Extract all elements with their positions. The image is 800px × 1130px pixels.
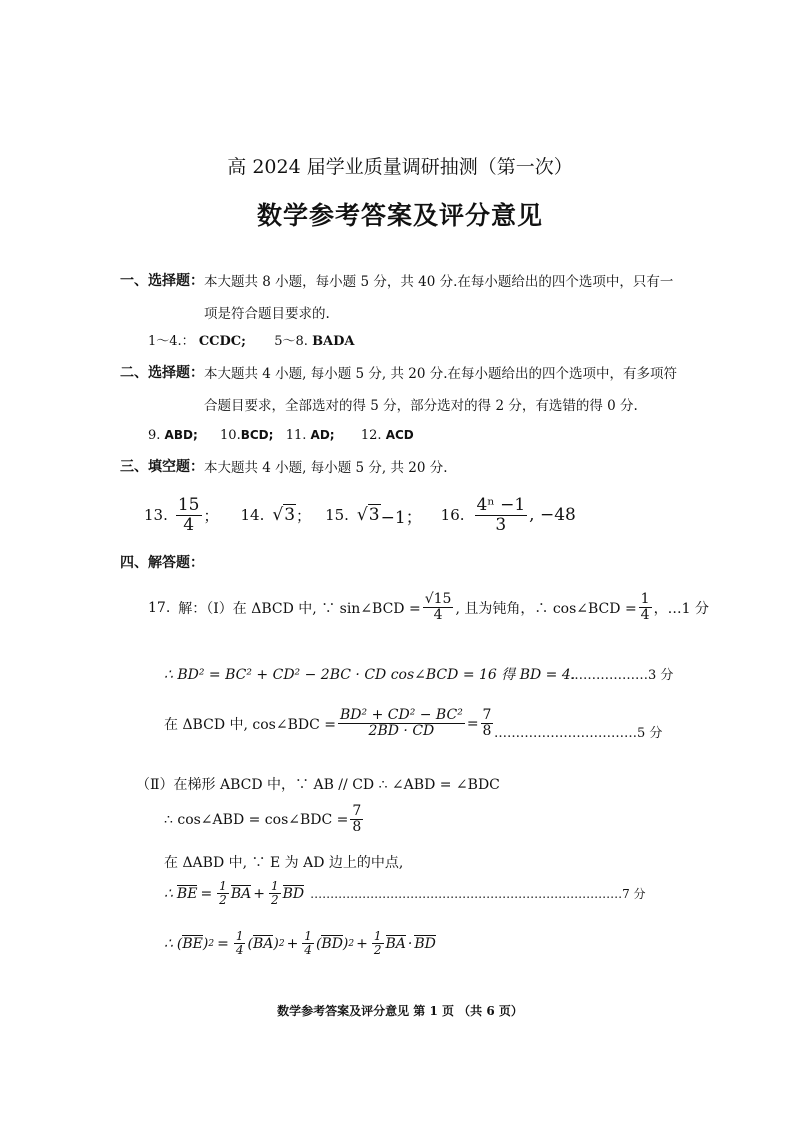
q17-part2-line3: 在 ΔABD 中, ∵ E 为 AD 边上的中点, <box>164 855 404 871</box>
q17-line3-fraction <box>338 708 465 740</box>
vector-be: BE <box>176 886 198 903</box>
half-den: 2 <box>373 943 382 958</box>
q17-line3-eq: = <box>466 715 479 732</box>
answers-1-4-label: 1～4.： <box>148 334 195 349</box>
half-den: 2 <box>270 893 279 908</box>
q17-line1 <box>148 592 709 624</box>
q17-line3-num: BD² + CD² − BC² <box>340 707 463 723</box>
q17-part1-mid: , 且为钝角，∴ cos∠BCD = <box>455 600 637 617</box>
q14-answer: √3 <box>272 505 296 526</box>
q16-numerator: 4ⁿ −1 <box>476 495 526 515</box>
answer-label: 12. <box>360 428 382 443</box>
q17-score2: ………………3 分 <box>570 668 674 683</box>
q17-part2-line4: ∴ BE = $\frac{1}{2}$ BA + $\frac{1}{2}$ BD ……………………………………………………………………7 分 <box>164 879 646 908</box>
q17-cos-num: 1 <box>640 591 650 607</box>
half-num: 1 <box>373 929 382 943</box>
q17-score3: ……………………………5 分 <box>494 726 663 741</box>
q16-fraction <box>475 496 528 534</box>
q17-score1: ，…1 分 <box>653 600 709 617</box>
quarter-fraction <box>302 930 314 957</box>
section2-answers <box>148 428 414 443</box>
answer-value: ACD <box>385 428 414 442</box>
vector-ba: BA <box>252 936 274 953</box>
fill-in-answers: 13. $\frac{15}{4}$ ； 14. √3 ； 15. √3 −1； 16. $\frac{\text{4ⁿ −1}}{3}$ , −48 <box>144 495 576 535</box>
q16-label: 16. <box>440 506 465 525</box>
section2-desc-line1: 本大题共 4 小题, 每小题 5 分, 共 20 分.在每小题给出的四个选项中，有多项符 <box>204 366 678 382</box>
section1-desc-line2: 项是符合题目要求的. <box>204 306 330 322</box>
section4-heading: 四、解答题： <box>120 555 204 571</box>
q15-answer: √3 <box>356 505 380 526</box>
q16-tail: , −48 <box>529 505 576 526</box>
q14-radicand: 3 <box>284 505 296 526</box>
half-den: 2 <box>219 893 227 908</box>
answer-label: 11. <box>285 428 307 443</box>
q17-sin-num: √15 <box>424 591 452 607</box>
half-fraction <box>372 930 384 957</box>
quarter-fraction <box>234 930 246 957</box>
q17-sin-fraction <box>423 592 454 624</box>
q15-radicand: 3 <box>368 505 380 526</box>
q17-part2-line1: （Ⅱ）在梯形 ABCD 中，∵ AB // CD ∴ ∠ABD = ∠BDC <box>136 777 500 793</box>
vector-bd: BD <box>414 936 436 953</box>
half-fraction <box>269 880 281 907</box>
vector-bd: BD <box>321 936 343 953</box>
q17-line3-den: 2BD · CD <box>368 723 435 740</box>
document-subtitle: 数学参考答案及评分意见 <box>256 201 543 230</box>
quarter-den: 4 <box>304 943 312 958</box>
q17-part2-line2-fraction <box>350 804 363 836</box>
vector-bd: BD <box>282 886 305 903</box>
q17-therefore: ∴ <box>164 935 173 952</box>
answer-value: AD; <box>310 428 335 442</box>
answers-1-4: CCDC; <box>198 334 246 349</box>
q17-cos-fraction <box>639 592 652 624</box>
section1-heading: 一、选择题： <box>120 273 204 289</box>
q17-cos-den: 4 <box>640 607 650 624</box>
answer-value: BCD; <box>240 428 274 442</box>
q17-line2: ∴ BD² = BC² + CD² − 2BC · CD cos∠BCD = 16 得 BD = 4. <box>164 667 576 683</box>
quarter-den: 4 <box>235 943 244 958</box>
section1-answers <box>148 330 355 349</box>
half-num: 1 <box>270 879 279 893</box>
q17-score4: ……………………………………………………………………7 分 <box>310 887 646 902</box>
q17-line3-result <box>481 708 494 740</box>
answer-label: 10. <box>220 428 241 443</box>
q13-denominator: 4 <box>183 514 195 535</box>
q14-label: 14. <box>240 506 265 525</box>
answers-5-8-label: 5～8. <box>274 334 308 349</box>
q16-denominator: 3 <box>495 514 507 535</box>
vector-ba: BA <box>230 886 252 903</box>
q17-line3-pre: 在 ΔBCD 中, cos∠BDC = <box>164 716 336 733</box>
q17-line3-res-num: 7 <box>482 707 492 723</box>
q17-line3-res-den: 8 <box>482 723 492 740</box>
section1-desc-line1: 本大题共 8 小题，每小题 5 分，共 40 分.在每小题给出的四个选项中，只有一 <box>204 274 674 290</box>
half-num: 1 <box>219 879 227 893</box>
q13-label: 13. <box>144 506 168 525</box>
answer-label: 9. <box>148 428 161 443</box>
q17-part1-intro: 解：（Ⅰ）在 ΔBCD 中, ∵ sin∠BCD = <box>178 600 421 617</box>
section3-heading: 三、填空题： <box>120 459 204 475</box>
vector-be: BE <box>182 936 203 953</box>
page-footer: 数学参考答案及评分意见 第 1 页 （共 6 页） <box>277 1004 523 1018</box>
q17-part2-line2-pre: ∴ cos∠ABD = cos∠BDC = <box>164 811 349 828</box>
q17-label: 17. <box>148 599 171 616</box>
section2-desc-line2: 合题目要求，全部选对的得 5 分，部分选对的得 2 分，有选错的得 0 分. <box>204 398 638 414</box>
answers-5-8: BADA <box>312 334 355 349</box>
q17-part2-line2-den: 8 <box>352 819 362 836</box>
answer-value: ABD; <box>164 428 198 442</box>
vector-ba: BA <box>385 936 406 953</box>
q13-fraction <box>176 496 202 534</box>
q17-sin-den: 4 <box>433 607 443 624</box>
document-title: 高 2024 届学业质量调研抽测（第一次） <box>227 156 573 178</box>
q15-label: 15. <box>325 506 349 525</box>
q17-part2-line2 <box>164 804 365 836</box>
quarter-num: 1 <box>235 929 244 943</box>
quarter-num: 1 <box>304 929 312 943</box>
q17-line3 <box>164 708 495 740</box>
q17-part2-line5: ∴ ( BE ) 2 = $\frac{1}{4}$ ( BA ) 2 + $\frac{1}{4}$ ( BD ) 2 + $\frac{1}{2}$ BA · BD <box>164 929 436 958</box>
q15-tail: −1； <box>380 507 423 528</box>
section3-desc: 本大题共 4 小题, 每小题 5 分, 共 20 分. <box>204 460 448 476</box>
q13-numerator: 15 <box>177 495 200 515</box>
q17-part2-line2-num: 7 <box>352 803 362 819</box>
section2-heading: 二、选择题： <box>120 365 204 381</box>
half-fraction <box>217 880 229 907</box>
q17-therefore: ∴ <box>164 885 173 902</box>
